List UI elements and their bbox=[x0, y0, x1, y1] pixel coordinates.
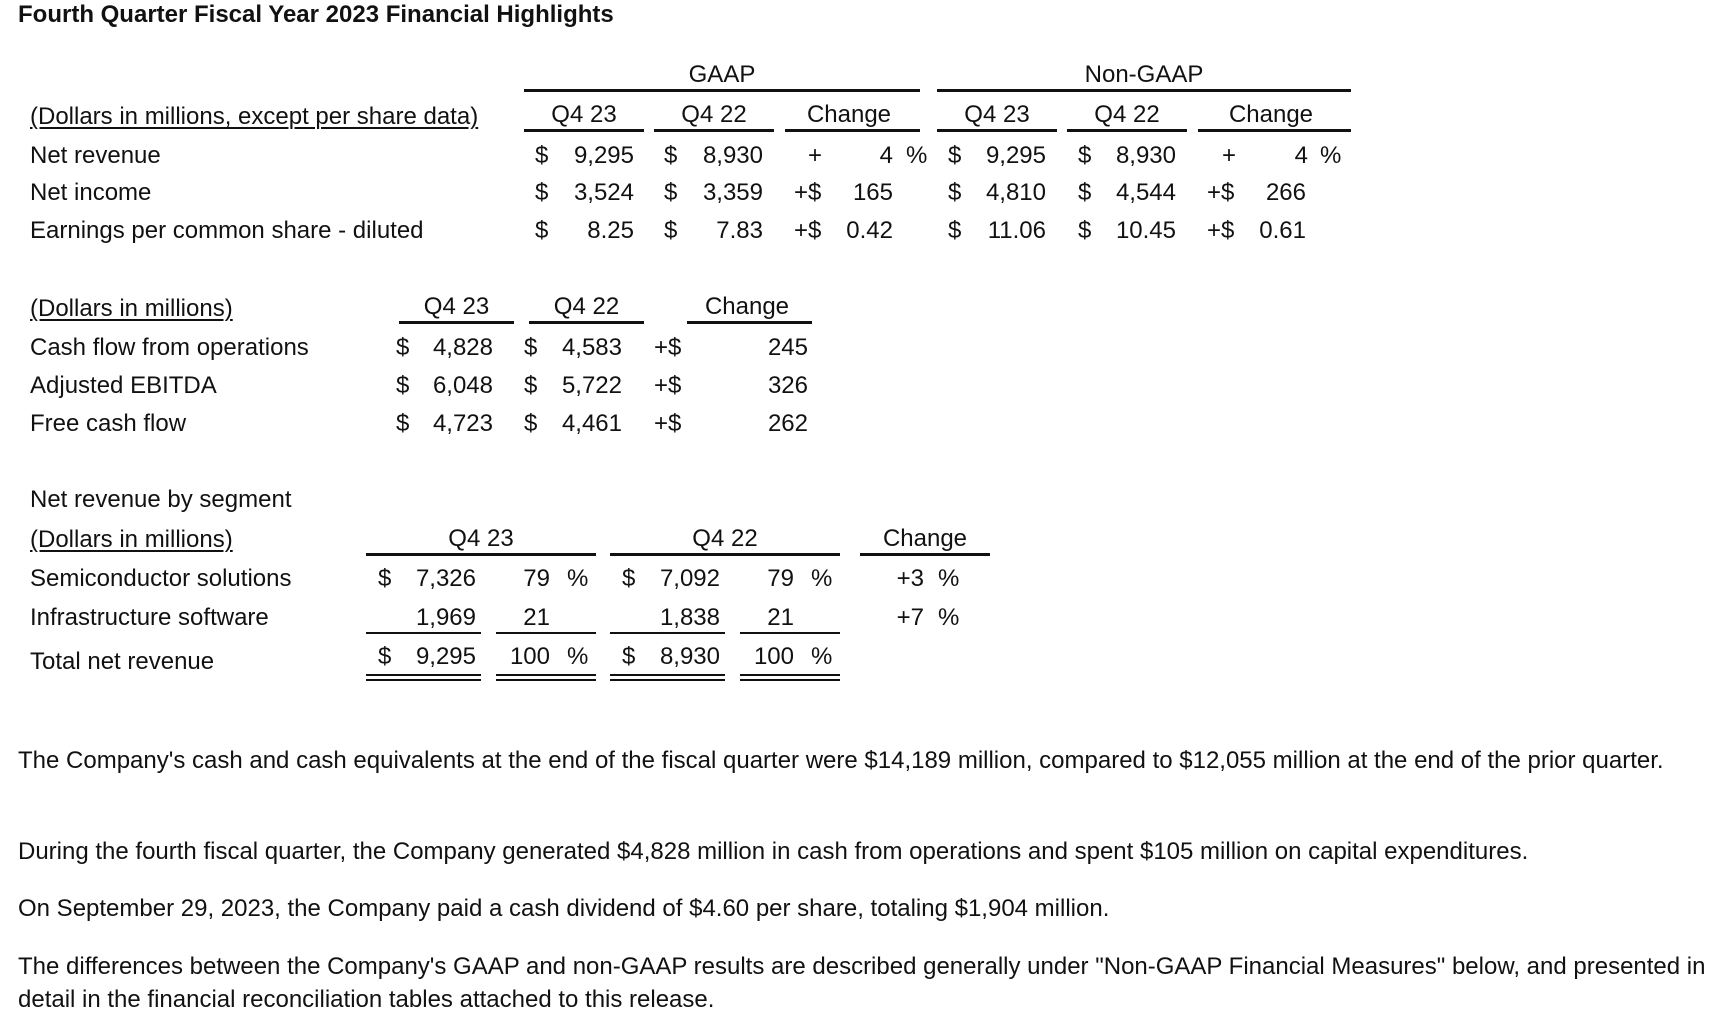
percent-sign: % bbox=[938, 565, 960, 592]
q4-22-value: 4,583 bbox=[561, 334, 622, 361]
row-label: Free cash flow bbox=[30, 410, 187, 437]
col-header-nongaap-change: Change bbox=[1228, 101, 1314, 128]
plus-dollar-sign: +$ bbox=[654, 410, 682, 437]
dollar-sign: $ bbox=[524, 410, 538, 437]
dollar-sign: $ bbox=[664, 142, 678, 169]
percent-sign: % bbox=[567, 643, 589, 670]
header-rule bbox=[1198, 129, 1351, 132]
col-header-q4-22: Q4 22 bbox=[692, 525, 758, 552]
header-rule bbox=[1067, 129, 1187, 132]
row-label: Earnings per common share - diluted bbox=[30, 217, 424, 244]
q4-23-value: 7,326 bbox=[415, 565, 476, 592]
change-value: 262 bbox=[767, 410, 808, 437]
nongaap-q4-22-value: 10.45 bbox=[1115, 217, 1176, 244]
header-rule bbox=[937, 129, 1057, 132]
col-header-gaap-change: Change bbox=[806, 101, 892, 128]
percent-sign: % bbox=[938, 604, 960, 631]
header-rule bbox=[399, 321, 514, 324]
dollar-sign: $ bbox=[396, 372, 410, 399]
header-rule bbox=[610, 553, 840, 556]
q4-22-percent: 79 bbox=[767, 565, 794, 592]
nongaap-q4-23-value: 4,810 bbox=[985, 179, 1046, 206]
dollar-sign: $ bbox=[396, 410, 410, 437]
nongaap-q4-22-value: 4,544 bbox=[1115, 179, 1176, 206]
dollar-sign: $ bbox=[524, 372, 538, 399]
percent-sign: % bbox=[906, 142, 928, 169]
dollar-sign: $ bbox=[1078, 217, 1092, 244]
paragraph-dividend: On September 29, 2023, the Company paid a cash dividend of $4.60 per share, totaling $1,904 million. bbox=[18, 895, 1110, 922]
total-double-rule bbox=[610, 674, 725, 681]
q4-23-percent: 21 bbox=[523, 604, 550, 631]
plus-dollar-sign: +$ bbox=[654, 372, 682, 399]
header-rule bbox=[529, 321, 644, 324]
gaap-q4-22-value: 7.83 bbox=[716, 217, 763, 244]
row-label: Total net revenue bbox=[30, 648, 215, 675]
nongaap-change-value: 0.61 bbox=[1259, 217, 1306, 244]
plus-sign: + bbox=[1222, 142, 1237, 169]
gaap-q4-22-value: 8,930 bbox=[702, 142, 763, 169]
gaap-change-value: 0.42 bbox=[846, 217, 893, 244]
change-value: 245 bbox=[767, 334, 808, 361]
table-units-label: (Dollars in millions) bbox=[30, 526, 233, 553]
row-label: Net revenue bbox=[30, 142, 161, 169]
percent-sign: % bbox=[567, 565, 589, 592]
col-header-change: Change bbox=[882, 525, 968, 552]
plus-dollar-sign: +$ bbox=[794, 217, 822, 244]
plus-sign: + bbox=[808, 142, 823, 169]
dollar-sign: $ bbox=[524, 334, 538, 361]
gaap-q4-23-value: 3,524 bbox=[573, 179, 634, 206]
q4-22-value: 4,461 bbox=[561, 410, 622, 437]
q4-22-value: 8,930 bbox=[659, 643, 720, 670]
row-label: Adjusted EBITDA bbox=[30, 372, 217, 399]
change-value: +7 bbox=[896, 604, 924, 631]
q4-23-value: 9,295 bbox=[415, 643, 476, 670]
q4-22-percent: 21 bbox=[767, 604, 794, 631]
percent-sign: % bbox=[1320, 142, 1342, 169]
dollar-sign: $ bbox=[622, 565, 636, 592]
total-double-rule bbox=[740, 674, 840, 681]
q4-22-value: 1,838 bbox=[659, 604, 720, 631]
col-header-gaap-q4-23: Q4 23 bbox=[551, 101, 617, 128]
q4-22-value: 5,722 bbox=[561, 372, 622, 399]
col-header-change: Change bbox=[704, 293, 790, 320]
gaap-change-value: 4 bbox=[879, 142, 893, 169]
header-rule bbox=[654, 129, 774, 132]
subtotal-rule bbox=[496, 632, 596, 634]
header-rule bbox=[687, 321, 812, 324]
header-rule bbox=[785, 129, 920, 132]
plus-dollar-sign: +$ bbox=[1207, 217, 1235, 244]
dollar-sign: $ bbox=[1078, 179, 1092, 206]
q4-23-value: 6,048 bbox=[432, 372, 493, 399]
q4-23-value: 1,969 bbox=[415, 604, 476, 631]
gaap-q4-22-value: 3,359 bbox=[702, 179, 763, 206]
col-header-nongaap-q4-22: Q4 22 bbox=[1094, 101, 1160, 128]
table-units-label: (Dollars in millions, except per share data) bbox=[30, 103, 479, 130]
row-label: Infrastructure software bbox=[30, 604, 269, 631]
dollar-sign: $ bbox=[664, 179, 678, 206]
header-rule bbox=[524, 129, 644, 132]
subtotal-rule bbox=[366, 632, 481, 634]
plus-dollar-sign: +$ bbox=[654, 334, 682, 361]
change-value: +3 bbox=[896, 565, 924, 592]
col-header-q4-22: Q4 22 bbox=[553, 293, 620, 320]
nongaap-group-rule bbox=[937, 89, 1351, 92]
subtotal-rule bbox=[740, 632, 840, 634]
section-heading: Net revenue by segment bbox=[30, 486, 292, 513]
plus-dollar-sign: +$ bbox=[1207, 179, 1235, 206]
dollar-sign: $ bbox=[535, 179, 549, 206]
q4-22-value: 7,092 bbox=[659, 565, 720, 592]
nongaap-q4-22-value: 8,930 bbox=[1115, 142, 1176, 169]
header-rule bbox=[860, 553, 990, 556]
percent-sign: % bbox=[811, 565, 833, 592]
col-header-gaap-q4-22: Q4 22 bbox=[681, 101, 747, 128]
q4-23-value: 4,828 bbox=[432, 334, 493, 361]
gaap-q4-23-value: 8.25 bbox=[587, 217, 634, 244]
dollar-sign: $ bbox=[664, 217, 678, 244]
gaap-group-header: GAAP bbox=[688, 61, 756, 88]
gaap-q4-23-value: 9,295 bbox=[573, 142, 634, 169]
dollar-sign: $ bbox=[948, 179, 962, 206]
q4-23-percent: 79 bbox=[523, 565, 550, 592]
nongaap-change-value: 4 bbox=[1294, 142, 1308, 169]
total-double-rule bbox=[366, 674, 481, 681]
row-label: Semiconductor solutions bbox=[30, 565, 292, 592]
header-rule bbox=[366, 553, 596, 556]
nongaap-q4-23-value: 9,295 bbox=[985, 142, 1046, 169]
dollar-sign: $ bbox=[378, 643, 392, 670]
plus-dollar-sign: +$ bbox=[794, 179, 822, 206]
col-header-q4-23: Q4 23 bbox=[423, 293, 490, 320]
dollar-sign: $ bbox=[622, 643, 636, 670]
page-title: Fourth Quarter Fiscal Year 2023 Financial Highlights bbox=[18, 1, 614, 28]
dollar-sign: $ bbox=[535, 217, 549, 244]
col-header-nongaap-q4-23: Q4 23 bbox=[964, 101, 1030, 128]
nongaap-q4-23-value: 11.06 bbox=[987, 217, 1046, 244]
paragraph-non-gaap-differences: The differences between the Company's GAAP and non-GAAP results are described generally under "Non-GAAP Financial Measures" below, and presented in detail in the financial reconciliation tables attached to this release. bbox=[18, 953, 1706, 1013]
percent-sign: % bbox=[811, 643, 833, 670]
q4-23-percent: 100 bbox=[509, 643, 550, 670]
gaap-change-value: 165 bbox=[852, 179, 893, 206]
dollar-sign: $ bbox=[535, 142, 549, 169]
q4-23-value: 4,723 bbox=[432, 410, 493, 437]
row-label: Net income bbox=[30, 179, 152, 206]
dollar-sign: $ bbox=[1078, 142, 1092, 169]
dollar-sign: $ bbox=[948, 217, 962, 244]
change-value: 326 bbox=[767, 372, 808, 399]
row-label: Cash flow from operations bbox=[30, 334, 309, 361]
nongaap-group-header: Non-GAAP bbox=[1084, 61, 1204, 88]
dollar-sign: $ bbox=[378, 565, 392, 592]
gaap-group-rule bbox=[524, 89, 920, 92]
total-double-rule bbox=[496, 674, 596, 681]
dollar-sign: $ bbox=[948, 142, 962, 169]
col-header-q4-23: Q4 23 bbox=[448, 525, 514, 552]
subtotal-rule bbox=[610, 632, 725, 634]
table-units-label: (Dollars in millions) bbox=[30, 295, 233, 322]
q4-22-percent: 100 bbox=[753, 643, 794, 670]
paragraph-cash-equivalents: The Company's cash and cash equivalents at the end of the fiscal quarter were $14,189 million, compared to $12,055 million at the end of the prior quarter. bbox=[18, 747, 1664, 774]
nongaap-change-value: 266 bbox=[1265, 179, 1306, 206]
paragraph-cash-from-operations: During the fourth fiscal quarter, the Company generated $4,828 million in cash from operations and spent $105 million on capital expenditures. bbox=[18, 838, 1529, 865]
dollar-sign: $ bbox=[396, 334, 410, 361]
